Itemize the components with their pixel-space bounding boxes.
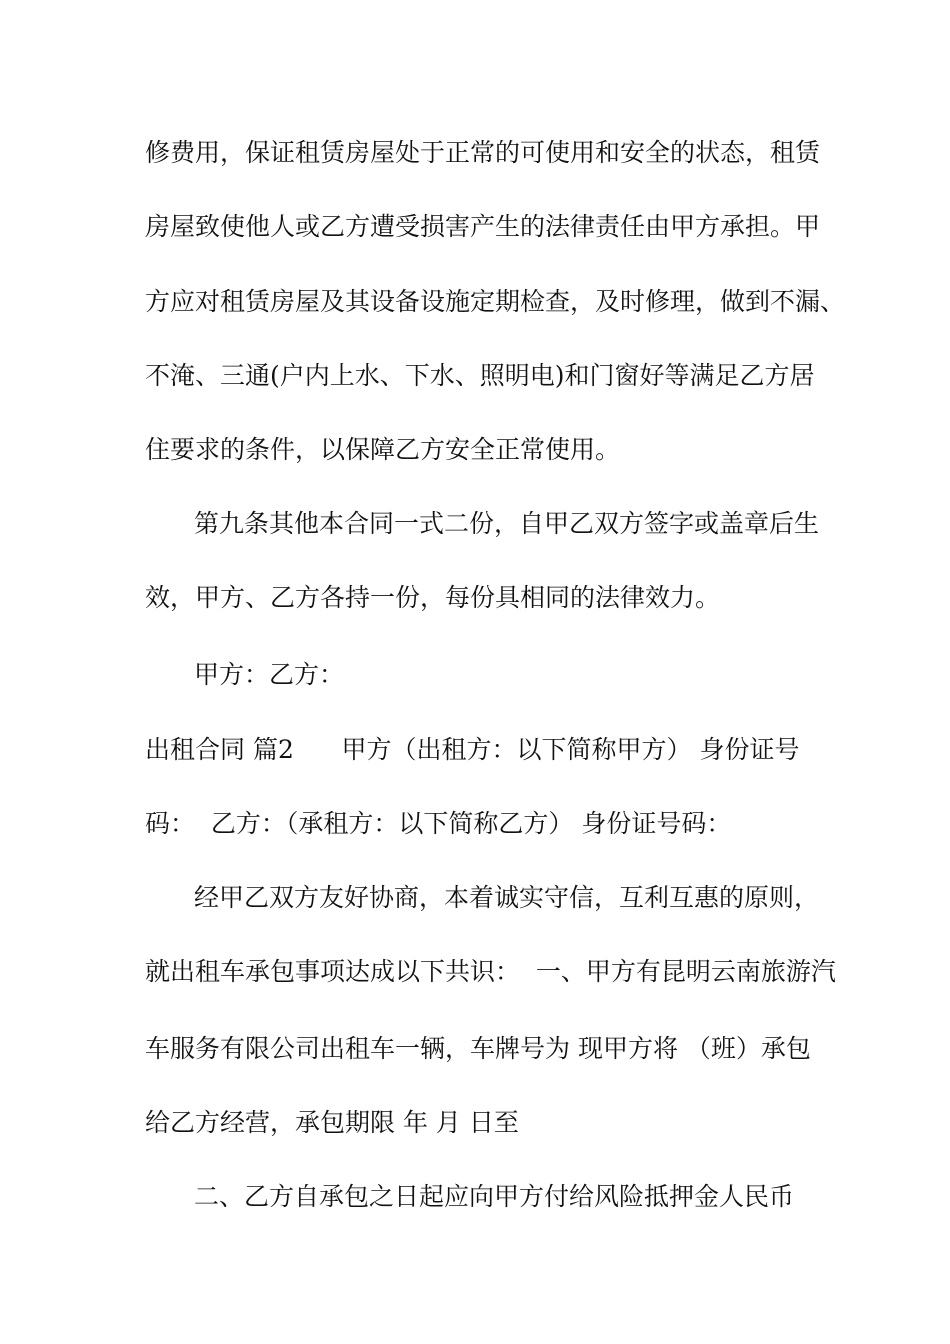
text-line: 给乙方经营，承包期限 年 月 日至 [145,1108,519,1137]
text-line: 经甲乙双方友好协商，本着诚实守信，互利互惠的原则， [194,883,820,912]
section-heading-line: 出租合同 篇2 甲方（出租方：以下简称甲方） 身份证号 [145,735,800,764]
text-line: 车服务有限公司出租车一辆，车牌号为 现甲方将 （班）承包 [145,1034,811,1063]
text-line: 就出租车承包事项达成以下共识： 一、甲方有昆明云南旅游汽 [145,957,836,986]
text-line: 房屋致使他人或乙方遭受损害产生的法律责任由甲方承担。甲 [145,212,821,241]
text-line: 住要求的条件，以保障乙方安全正常使用。 [145,435,621,464]
signature-line: 甲方：乙方： [194,660,345,689]
text-line: 二、乙方自承包之日起应向甲方付给风险抵押金人民币 [194,1182,795,1211]
text-line: 修费用，保证租赁房屋处于正常的可使用和安全的状态，租赁 [145,138,821,167]
text-line: 第九条其他本合同一式二份，自甲乙双方签字或盖章后生 [194,509,820,538]
text-line: 码： 乙方：（承租方：以下简称乙方） 身份证号码： [145,809,732,838]
text-line: 不淹、三通(户内上水、下水、照明电)和门窗好等满足乙方居 [145,361,815,390]
text-line: 方应对租赁房屋及其设备设施定期检查，及时修理，做到不漏、 [145,287,846,316]
text-line: 效，甲方、乙方各持一份，每份具相同的法律效力。 [145,583,721,612]
